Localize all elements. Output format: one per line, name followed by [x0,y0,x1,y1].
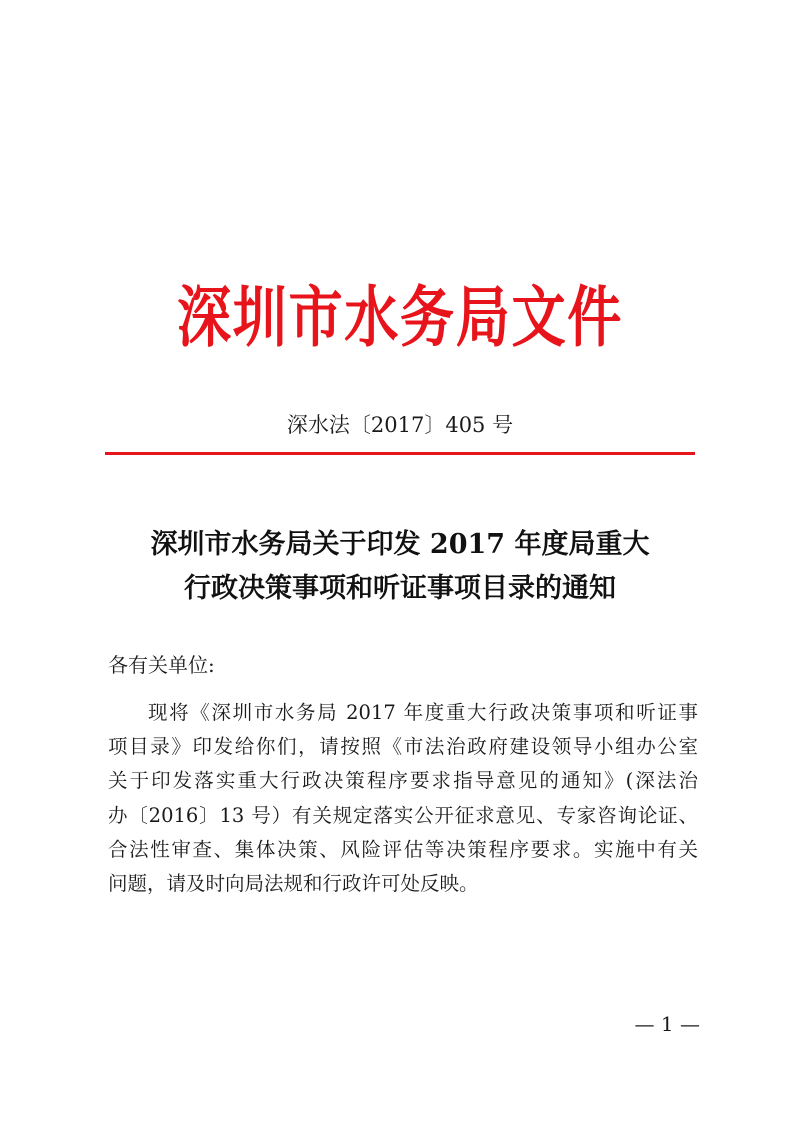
body-line: 问题，请及时向局法规和行政许可处反映。 [108,872,479,896]
notice-title [100,523,700,611]
body-line: 合法性审查、集体决策、风险评估等决策程序要求。实施中有关 [108,837,698,861]
document-number: 深水法〔2017〕405 号 [286,413,514,437]
body-line: 关于印发落实重大行政决策程序要求指导意见的通知》(深法治 [108,769,698,793]
notice-title-line-1: 深圳市水务局关于印发 2017 年度局重大 [150,529,650,560]
page-number: — 1 — [634,1012,700,1036]
body-line: 现将《深圳市水务局 2017 年度重大行政决策事项和听证事 [148,701,698,724]
body-paragraph [108,696,698,901]
masthead-title: 深圳市水务局文件 [176,278,624,356]
body-line: 办〔2016〕13 号）有关规定落实公开征求意见、专家咨询论证、 [108,803,698,827]
notice-title-line-2: 行政决策事项和听证事项目录的通知 [184,573,616,604]
red-separator-rule [105,452,695,455]
salutation: 各有关单位: [108,653,215,677]
body-line: 项目录》印发给你们，请按照《市法治政府建设领导小组办公室 [108,735,698,759]
